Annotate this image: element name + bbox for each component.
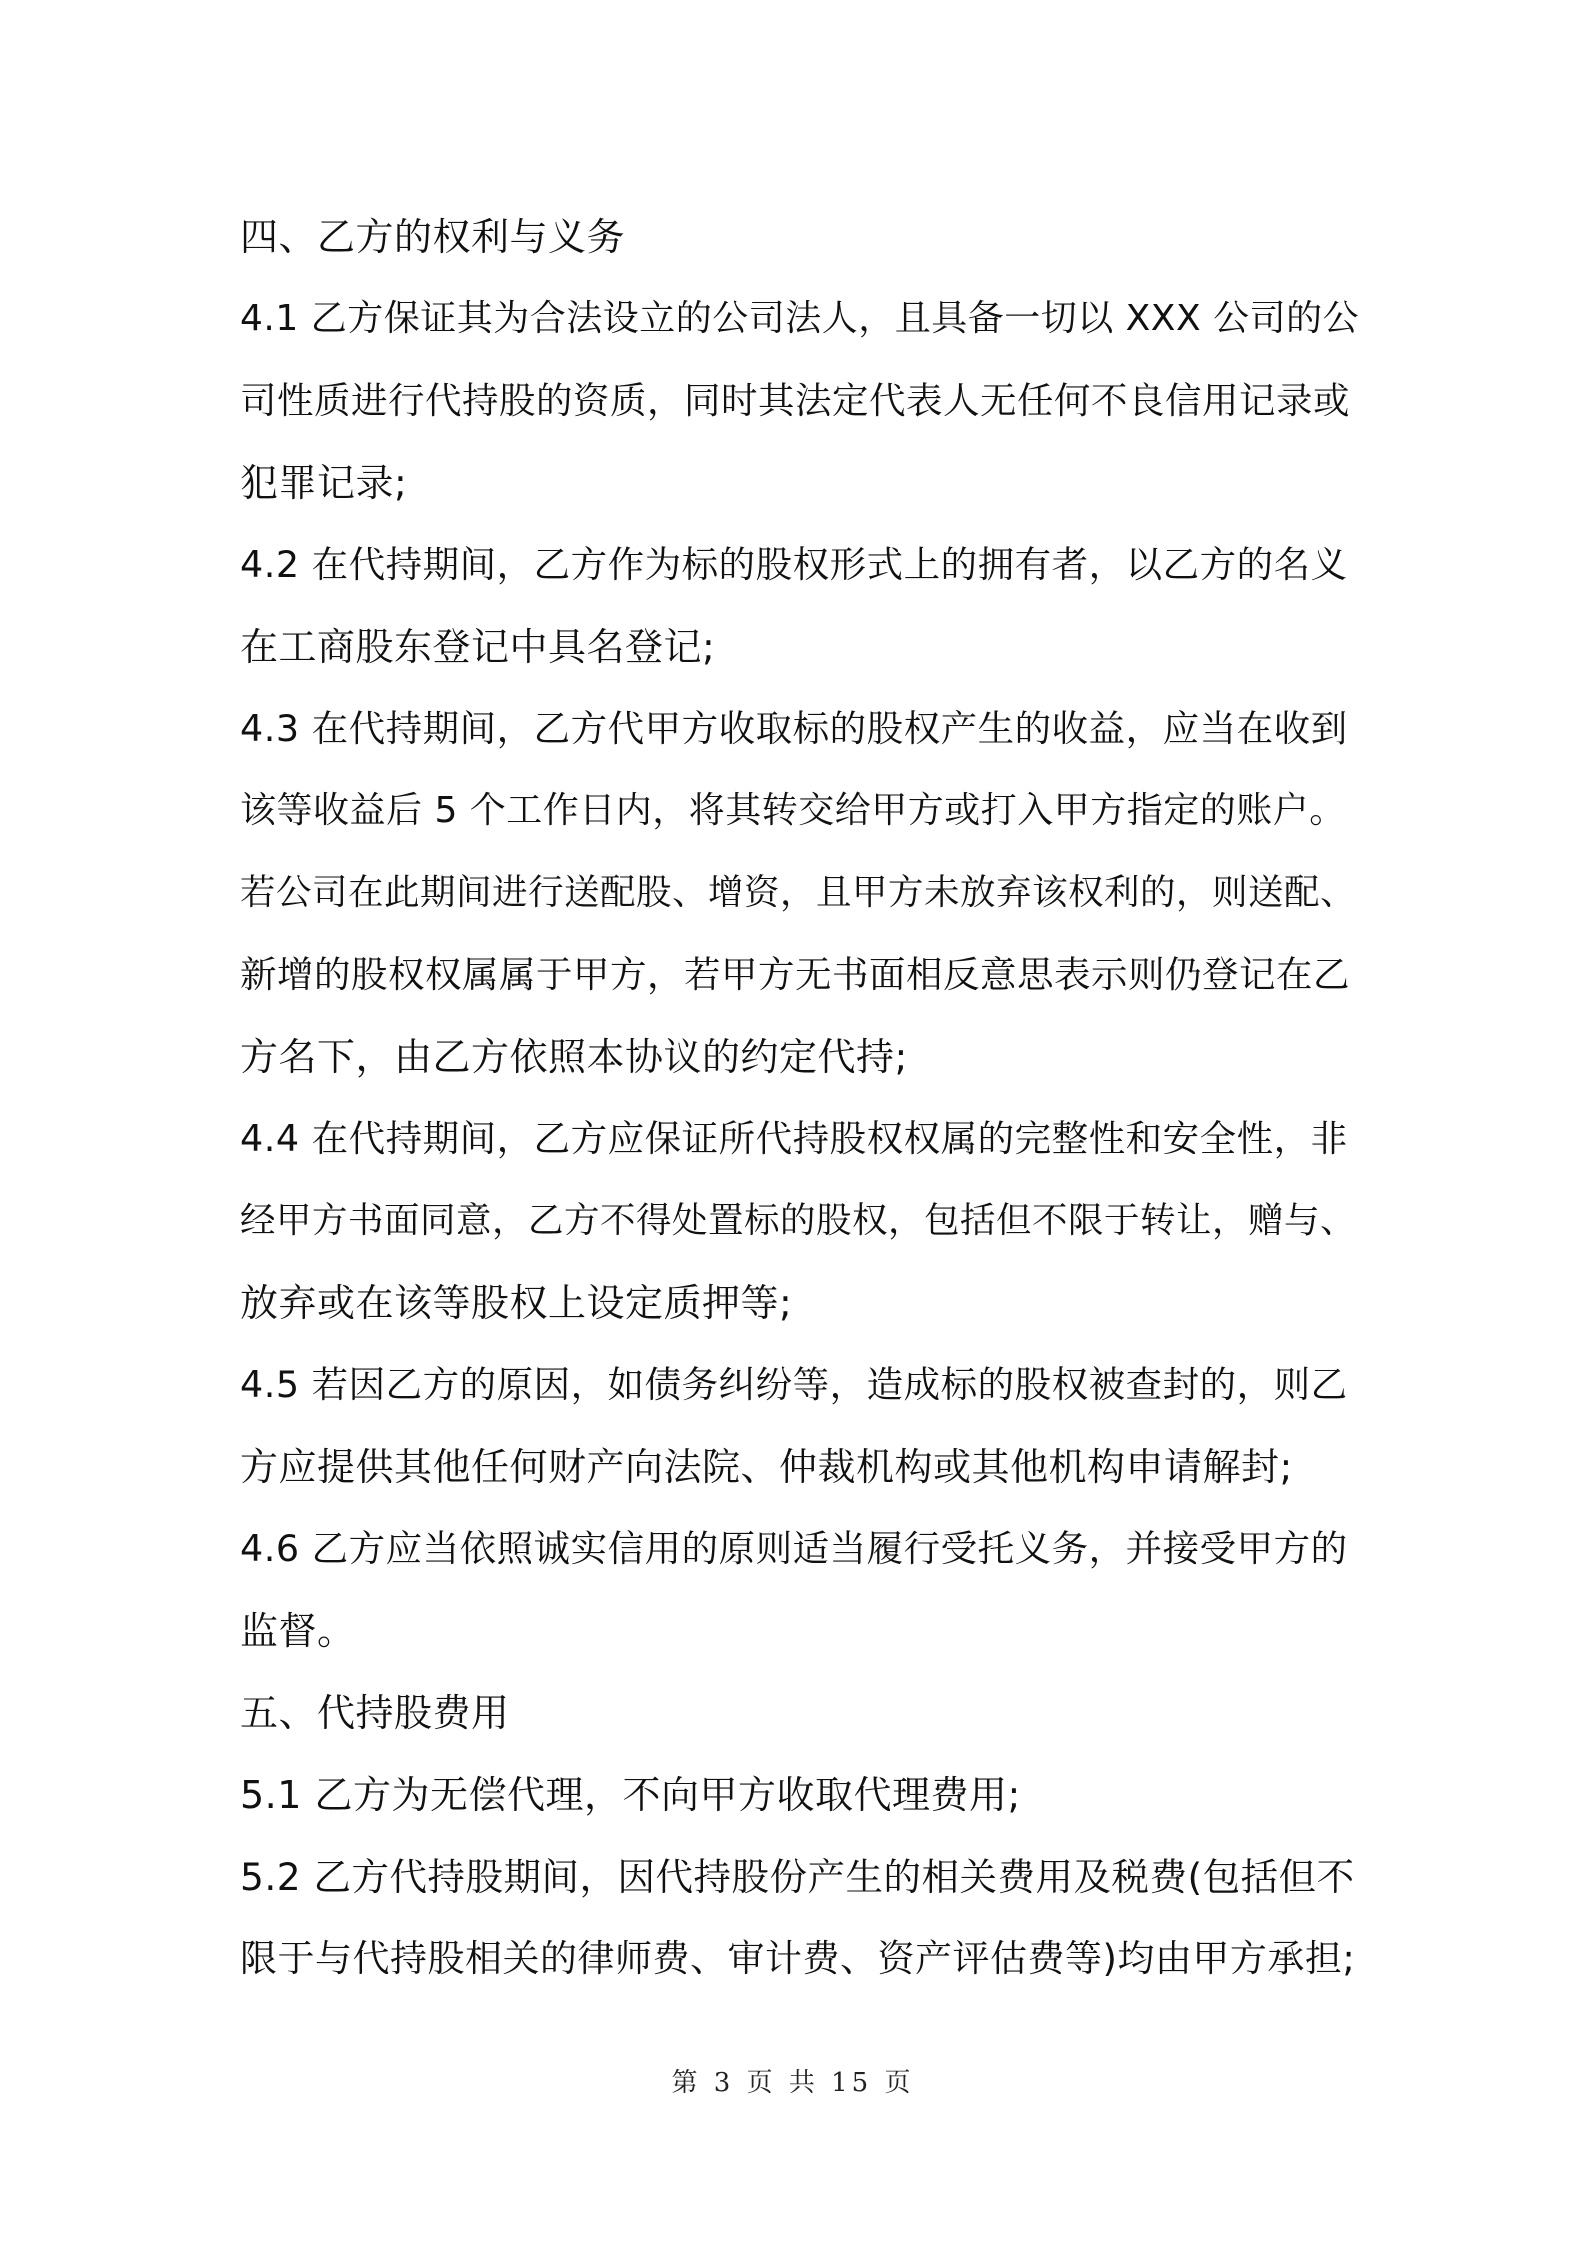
clause-4-6-line-2: 监督。 — [240, 1609, 356, 1653]
clause-4-5-line-1: 4.5 若因乙方的原因，如债务纠纷等，造成标的股权被查封的，则乙 — [240, 1363, 1348, 1406]
clause-4-4-line-3: 放弃或在该等股权上设定质押等; — [240, 1281, 793, 1325]
clause-4-1-line-1: 4.1 乙方保证其为合法设立的公司法人，且具备一切以 XXX 公司的公 — [240, 298, 1360, 339]
clause-4-6-line-1: 4.6 乙方应当依照诚实信用的原则适当履行受托义务，并接受甲方的 — [240, 1527, 1348, 1570]
clause-5-1-line-1: 5.1 乙方为无偿代理，不向甲方收取代理费用; — [240, 1773, 1021, 1817]
clause-4-2-line-2: 在工商股东登记中具名登记; — [240, 625, 716, 669]
clause-4-3-line-2: 该等收益后 5 个工作日内，将其转交给甲方或打入甲方指定的账户。 — [240, 790, 1346, 831]
clause-4-5-line-2: 方应提供其他任何财产向法院、仲裁机构或其他机构申请解封; — [240, 1445, 1293, 1489]
clause-5-2-line-2: 限于与代持股相关的律师费、审计费、资产评估费等)均由甲方承担; — [240, 1937, 1356, 1980]
clause-4-3-line-4: 新增的股权权属属于甲方，若甲方无书面相反意思表示则仍登记在乙 — [240, 953, 1350, 996]
clause-4-4-line-1: 4.4 在代持期间，乙方应保证所代持股权权属的完整性和安全性，非 — [240, 1117, 1348, 1160]
clause-4-1-line-3: 犯罪记录; — [240, 461, 408, 505]
clause-5-2-line-1: 5.2 乙方代持股期间，因代持股份产生的相关费用及税费(包括但不 — [240, 1855, 1355, 1899]
section-heading-4: 四、乙方的权利与义务 — [240, 215, 626, 259]
clause-4-4-line-2: 经甲方书面同意，乙方不得处置标的股权，包括但不限于转让，赠与、 — [240, 1200, 1357, 1241]
clause-4-2-line-1: 4.2 在代持期间，乙方作为标的股权形式上的拥有者，以乙方的名义 — [240, 543, 1348, 586]
clause-4-1-line-2: 司性质进行代持股的资质，同时其法定代表人无任何不良信用记录或 — [240, 379, 1350, 422]
clause-4-3-line-3: 若公司在此期间进行送配股、增资，且甲方未放弃该权利的，则送配、 — [240, 872, 1357, 913]
page-number-footer: 第 3 页 共 15 页 — [671, 2068, 915, 2098]
section-heading-5: 五、代持股费用 — [240, 1691, 510, 1735]
clause-4-3-line-1: 4.3 在代持期间，乙方代甲方收取标的股权产生的收益，应当在收到 — [240, 707, 1348, 750]
clause-4-3-line-5: 方名下，由乙方依照本协议的约定代持; — [240, 1035, 908, 1079]
document-body — [240, 196, 1360, 2000]
